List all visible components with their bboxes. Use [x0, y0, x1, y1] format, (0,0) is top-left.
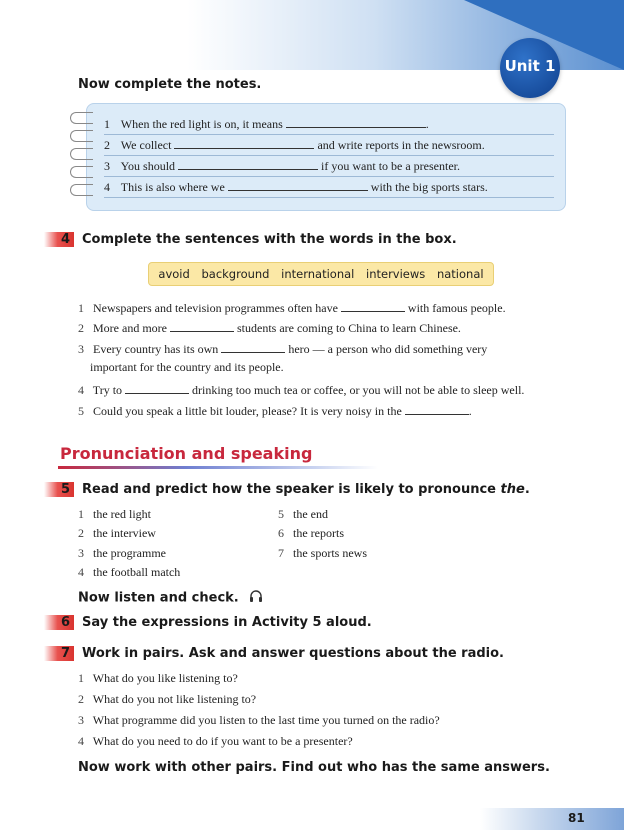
spiral-ring-icon: [70, 112, 93, 124]
item-number: 2: [78, 692, 84, 706]
sentence-text: hero — a person who did something very: [288, 342, 488, 356]
activity-instruction: Read and predict how the speaker is likely to pronounce: [82, 482, 501, 497]
sentence-text: Could you speak a little bit louder, please? It is very noisy in the: [93, 404, 402, 418]
item-number: 3: [78, 713, 84, 727]
note-text: .: [425, 117, 429, 131]
sentence-text: Try to: [92, 383, 123, 397]
listen-text: Now listen and check.: [78, 590, 239, 606]
spiral-ring-icon: [70, 130, 93, 142]
note-number: 1: [104, 117, 110, 131]
sentence-text: drinking too much tea or coffee, or you will not be able to sleep well.: [192, 383, 525, 397]
activity-number: 4: [44, 232, 74, 247]
activity-number: 7: [44, 646, 74, 661]
note-line: [104, 114, 554, 135]
answer-blank[interactable]: [221, 339, 285, 353]
item-text: the red light: [93, 507, 151, 521]
sentence-text: Every country has its own: [93, 342, 219, 356]
activity-instruction-emphasis: the: [500, 482, 525, 497]
item-text: the football match: [93, 565, 181, 579]
note-line: [104, 177, 554, 198]
page-number-band: [480, 808, 624, 830]
note-text: We collect: [120, 138, 172, 152]
followup-instruction: Now work with other pairs. Find out who has the same answers.: [78, 760, 550, 775]
activity-number: 5: [44, 482, 74, 497]
sentence-text: with famous people.: [407, 301, 506, 315]
answer-blank[interactable]: [286, 114, 426, 128]
item-number: 6: [278, 526, 284, 540]
note-line: [104, 135, 554, 156]
unit-badge: Unit 1: [500, 38, 560, 98]
note-line: [104, 156, 554, 177]
question-text: What do you not like listening to?: [92, 692, 257, 706]
question-text: What programme did you listen to the last time you turned on the radio?: [92, 713, 440, 727]
question-text: What do you need to do if you want to be a presenter?: [92, 734, 353, 748]
question-item: [78, 733, 353, 749]
sentence-item: [78, 339, 487, 357]
word-option: background: [201, 267, 270, 281]
note-number: 3: [104, 159, 110, 173]
item-number: 4: [78, 734, 84, 748]
note-text: with the big sports stars.: [370, 180, 488, 194]
word-option: avoid: [158, 267, 190, 281]
answer-blank[interactable]: [341, 298, 405, 312]
word-option: international: [281, 267, 355, 281]
note-text: You should: [120, 159, 176, 173]
item-text: the end: [293, 507, 328, 521]
word-option: interviews: [366, 267, 426, 281]
question-item: [78, 691, 256, 707]
note-text: and write reports in the newsroom.: [317, 138, 485, 152]
item-number: 3: [78, 546, 84, 560]
item-text: the reports: [293, 526, 344, 540]
answer-blank[interactable]: [178, 156, 318, 170]
list-item: [278, 525, 344, 541]
activity-4-heading: [44, 232, 457, 247]
activity-number: 6: [44, 615, 74, 630]
note-number: 2: [104, 138, 110, 152]
list-item: [78, 506, 151, 522]
activity-6-heading: [44, 615, 372, 630]
item-number: 7: [278, 546, 284, 560]
note-number: 4: [104, 180, 110, 194]
activity-7-heading: [44, 646, 504, 661]
activity-instruction: .: [524, 482, 530, 497]
list-item: [78, 564, 180, 580]
sentence-continuation: important for the country and its people.: [90, 360, 284, 374]
answer-blank[interactable]: [125, 380, 189, 394]
note-text: if you want to be a presenter.: [321, 159, 460, 173]
activity-instruction: Say the expressions in Activity 5 aloud.: [82, 615, 372, 630]
answer-blank[interactable]: [170, 318, 234, 332]
answer-blank[interactable]: [405, 401, 469, 415]
sentence-text: students are coming to China to learn Chinese.: [236, 321, 461, 335]
item-number: 3: [78, 342, 84, 356]
question-item: [78, 670, 238, 686]
note-text: When the red light is on, it means: [120, 117, 283, 131]
item-number: 1: [78, 671, 84, 685]
section-title: Pronunciation and speaking: [60, 444, 313, 463]
sentence-text: More and more: [93, 321, 167, 335]
activity-instruction: Complete the sentences with the words in the box.: [82, 232, 457, 247]
headphones-icon[interactable]: [249, 589, 263, 607]
listen-instruction: [78, 589, 263, 607]
word-box: [148, 262, 494, 286]
item-number: 2: [78, 321, 84, 335]
note-text: This is also where we: [120, 180, 225, 194]
page-number: 81: [568, 811, 585, 825]
spiral-ring-icon: [70, 184, 93, 196]
sentence-item: [78, 401, 472, 419]
spiral-ring-icon: [70, 166, 93, 178]
list-item: [278, 506, 328, 522]
answer-blank[interactable]: [228, 177, 368, 191]
item-number: 4: [78, 383, 84, 397]
sentence-item: [78, 380, 524, 398]
section-title-underline: [58, 466, 378, 469]
spiral-ring-icon: [70, 148, 93, 160]
item-text: the sports news: [293, 546, 367, 560]
item-number: 1: [78, 507, 84, 521]
list-item: [78, 545, 166, 561]
list-item: [278, 545, 367, 561]
list-item: [78, 525, 156, 541]
item-text: the interview: [93, 526, 156, 540]
sentence-text: .: [468, 404, 472, 418]
item-number: 5: [278, 507, 284, 521]
question-text: What do you like listening to?: [92, 671, 238, 685]
item-number: 1: [78, 301, 84, 315]
item-text: the programme: [93, 546, 166, 560]
item-number: 5: [78, 404, 84, 418]
word-option: national: [436, 267, 484, 281]
item-number: 2: [78, 526, 84, 540]
sentence-item: [78, 318, 461, 336]
item-number: 4: [78, 565, 84, 579]
answer-blank[interactable]: [174, 135, 314, 149]
sentence-item: [78, 298, 506, 316]
sentence-text: Newspapers and television programmes often have: [93, 301, 338, 315]
notes-heading: Now complete the notes.: [78, 77, 262, 92]
activity-instruction: Work in pairs. Ask and answer questions about the radio.: [82, 646, 504, 661]
activity-5-heading: [44, 482, 530, 497]
question-item: [78, 712, 440, 728]
